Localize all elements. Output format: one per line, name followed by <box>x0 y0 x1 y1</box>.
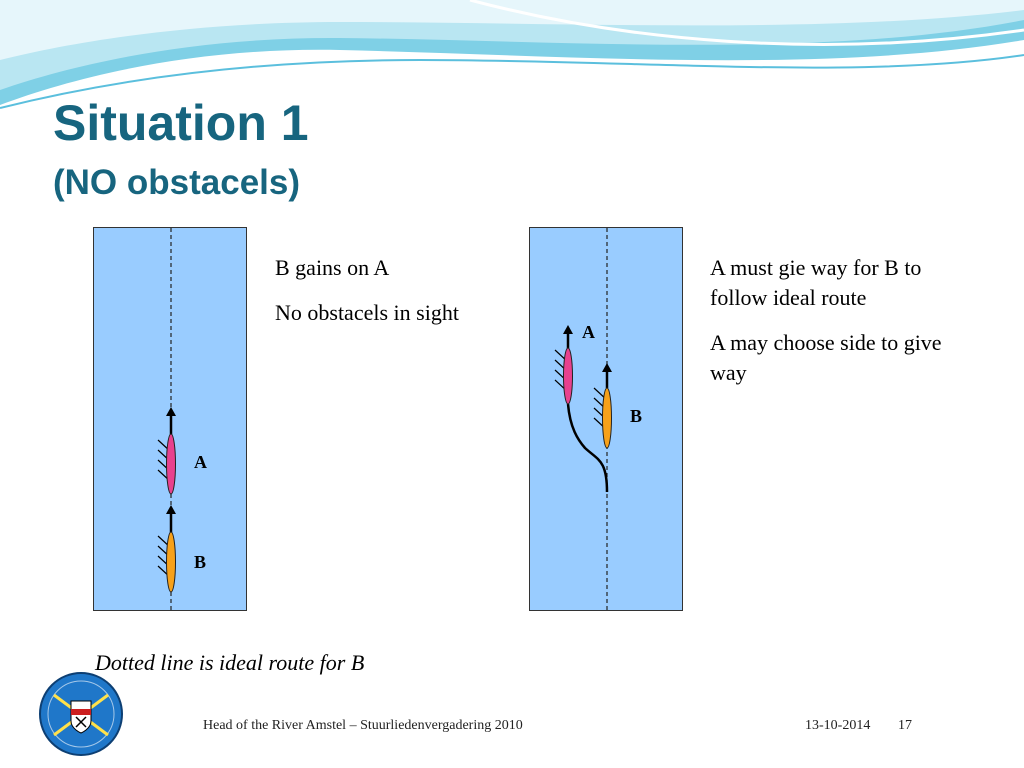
boat-b-label: B <box>194 552 207 572</box>
boat-a-label: A <box>194 452 207 472</box>
diagram-caption: Dotted line is ideal route for B <box>95 650 365 675</box>
left-note-2: No obstacels in sight <box>275 300 459 325</box>
diagram-left-graphics <box>94 228 246 610</box>
club-logo-icon <box>38 671 124 757</box>
page-number: 17 <box>898 718 912 733</box>
footer-date: 13-10-2014 <box>805 718 871 733</box>
boat-a-icon <box>555 325 573 404</box>
boat-b-icon <box>594 363 612 448</box>
right-note-1: A must gie way for B to follow ideal route <box>710 255 922 310</box>
boat-b-label: B <box>630 406 643 426</box>
footer-text: Head of the River Amstel – Stuurliedenvergadering 2010 <box>203 718 523 733</box>
river-diagram-right <box>529 227 683 611</box>
boat-b-icon <box>158 505 176 592</box>
left-note-1: B gains on A <box>275 255 390 280</box>
river-diagram-left <box>93 227 247 611</box>
diagram-right-graphics <box>530 228 682 610</box>
boat-a-label: A <box>582 322 595 342</box>
slide-title: Situation 1 <box>53 95 309 151</box>
slide-subtitle: (NO obstacels) <box>53 163 300 202</box>
boat-a-icon <box>158 407 176 494</box>
boat-a-path <box>568 404 607 492</box>
right-note-2: A may choose side to give way <box>710 330 942 385</box>
